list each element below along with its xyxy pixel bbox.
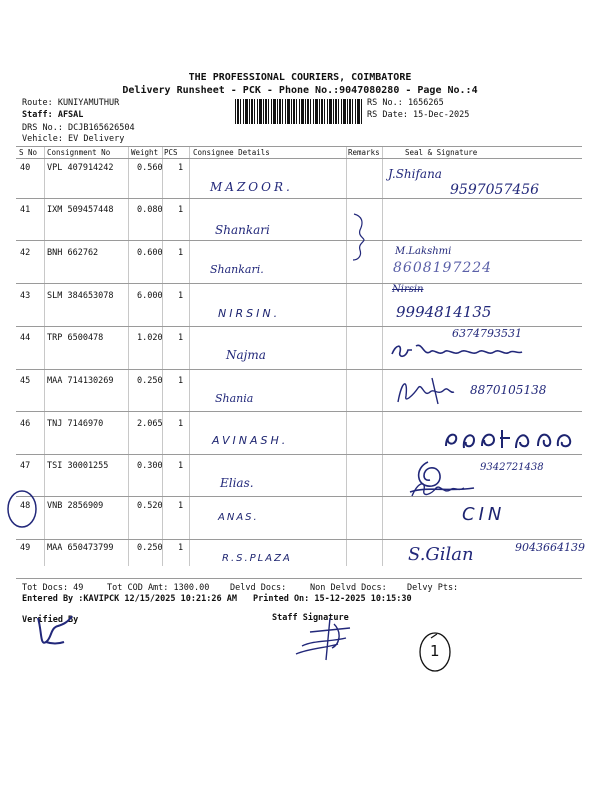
- signature-scribble: [442, 426, 582, 452]
- table-rule: [16, 146, 582, 147]
- table-rule: [16, 240, 582, 241]
- row-sno: 42: [20, 248, 31, 258]
- signature-handwriting: CIN: [462, 504, 506, 525]
- table-rule: [16, 496, 582, 497]
- row-consignment: VNB 2856909: [47, 501, 104, 511]
- row-sno: 49: [20, 543, 31, 553]
- consignee-handwriting: Shankari: [215, 223, 270, 237]
- row-weight: 6.000: [137, 291, 163, 301]
- signature-handwriting: M.Lakshmi: [395, 246, 452, 257]
- verifier-signature: [28, 612, 78, 652]
- row-consignment: TRP 6500478: [47, 333, 104, 343]
- row-weight: 0.560: [137, 163, 163, 173]
- drs-label: DRS No.: DCJB165626504: [22, 123, 135, 133]
- rs-number: RS No.: 1656265: [367, 98, 444, 108]
- phone-handwriting: 9994814135: [396, 303, 492, 321]
- row-weight: 0.080: [137, 205, 163, 215]
- row-pcs: 1: [178, 501, 184, 511]
- staff-label: Staff: AFSAL: [22, 110, 84, 120]
- signature-scribble: [388, 340, 528, 362]
- row-pcs: 1: [178, 461, 184, 471]
- table-rule: [16, 198, 582, 199]
- table-rule: [16, 369, 582, 370]
- row-sno: 47: [20, 461, 31, 471]
- row-pcs: 1: [178, 248, 184, 258]
- col-consignee: Consignee Details: [193, 148, 270, 157]
- row-sno: 40: [20, 163, 31, 173]
- phone-handwriting: 6374793531: [452, 327, 522, 340]
- row-weight: 0.520: [137, 501, 163, 511]
- row-pcs: 1: [178, 543, 184, 553]
- delivered-docs: Delvd Docs:: [230, 583, 287, 593]
- consignee-handwriting: R.S.PLAZA: [222, 553, 292, 564]
- barcode: [235, 99, 363, 124]
- column-divider: [382, 146, 383, 566]
- brace-mark: [350, 212, 370, 262]
- table-rule: [16, 539, 582, 540]
- signature-handwriting: S.Gilan: [408, 544, 474, 565]
- company-title: THE PROFESSIONAL COURIERS, COIMBATORE: [188, 72, 412, 83]
- verified-by-label: Verified By: [22, 615, 79, 625]
- row-weight: 1.020: [137, 333, 163, 343]
- signature-scribble: [408, 476, 468, 502]
- rs-date: RS Date: 15-Dec-2025: [367, 110, 470, 120]
- row-pcs: 1: [178, 333, 184, 343]
- staff-signature: [290, 614, 360, 662]
- row-consignment: IXM 509457448: [47, 205, 114, 215]
- non-delivered-docs: Non Delvd Docs:: [310, 583, 387, 593]
- total-docs: Tot Docs: 49: [22, 583, 84, 593]
- route-label: Route: KUNIYAMUTHUR: [22, 98, 120, 108]
- row-sno: 43: [20, 291, 31, 301]
- consignee-handwriting: Shankari.: [210, 263, 264, 276]
- col-pcs: PCS: [164, 148, 178, 157]
- row-consignment: VPL 407914242: [47, 163, 114, 173]
- phone-handwriting: 9342721438: [480, 462, 544, 473]
- circled-number: 1: [430, 642, 440, 660]
- row-sno: 48: [20, 501, 31, 511]
- row-pcs: 1: [178, 376, 184, 386]
- table-rule: [16, 578, 582, 579]
- column-divider: [128, 146, 129, 566]
- row-sno: 44: [20, 333, 31, 343]
- row-consignment: TNJ 7146970: [47, 419, 104, 429]
- row-weight: 0.600: [137, 248, 163, 258]
- row-pcs: 1: [178, 291, 184, 301]
- consignee-handwriting: MAZOOR.: [210, 180, 293, 194]
- row-pcs: 1: [178, 419, 184, 429]
- row-weight: 0.250: [137, 376, 163, 386]
- row-consignment: BNH 662762: [47, 248, 99, 258]
- col-consignment: Consignment No: [47, 148, 111, 157]
- row-sno: 41: [20, 205, 31, 215]
- consignee-handwriting: Najma: [226, 348, 266, 362]
- row-consignment: MAA 714130269: [47, 376, 114, 386]
- row-weight: 0.300: [137, 461, 163, 471]
- col-remarks: Remarks: [348, 148, 380, 157]
- row-consignment: MAA 650473799: [47, 543, 114, 553]
- row-consignment: SLM 384653078: [47, 291, 114, 301]
- delivery-points: Delvy Pts:: [407, 583, 459, 593]
- runsheet-subtitle: Delivery Runsheet - PCK - Phone No.:9047080280 - Page No.:4: [122, 85, 478, 96]
- signature-scribble: [392, 374, 462, 408]
- column-divider: [346, 146, 347, 566]
- signature-handwriting: Nirsin: [392, 284, 424, 295]
- table-rule: [16, 454, 582, 455]
- row-pcs: 1: [178, 205, 184, 215]
- row-pcs: 1: [178, 163, 184, 173]
- entered-by: Entered By :KAVIPCK 12/15/2025 10:21:26 AM: [22, 594, 237, 604]
- total-cod: Tot COD Amt: 1300.00: [107, 583, 210, 593]
- row-sno: 45: [20, 376, 31, 386]
- col-seal: Seal & Signature: [405, 148, 478, 157]
- staff-signature-label: Staff Signature: [272, 613, 349, 623]
- column-divider: [189, 146, 190, 566]
- col-weight: Weight: [131, 148, 159, 157]
- signature-handwriting: J.Shifana: [388, 167, 442, 181]
- col-sno: S No: [19, 148, 38, 157]
- printed-on: Printed On: 15-12-2025 10:15:30: [253, 594, 412, 604]
- phone-handwriting: 8608197224: [393, 260, 493, 276]
- consignee-handwriting: Elias.: [220, 476, 254, 490]
- row-weight: 2.065: [137, 419, 163, 429]
- row-sno: 46: [20, 419, 31, 429]
- consignee-handwriting: NIRSIN.: [218, 307, 281, 320]
- consignee-handwriting: Shania: [215, 392, 254, 405]
- table-rule: [16, 158, 582, 159]
- table-rule: [16, 411, 582, 412]
- phone-handwriting: 9597057456: [450, 182, 540, 198]
- phone-handwriting: 8870105138: [470, 383, 547, 397]
- consignee-handwriting: AVINASH.: [212, 434, 289, 447]
- vehicle-label: Vehicle: EV Delivery: [22, 134, 125, 144]
- row-weight: 0.250: [137, 543, 163, 553]
- table-rule: [16, 283, 582, 284]
- consignee-handwriting: ANAS.: [218, 512, 259, 523]
- phone-handwriting: 9043664139: [515, 541, 585, 554]
- column-divider: [44, 146, 45, 566]
- row-consignment: TSI 30001255: [47, 461, 109, 471]
